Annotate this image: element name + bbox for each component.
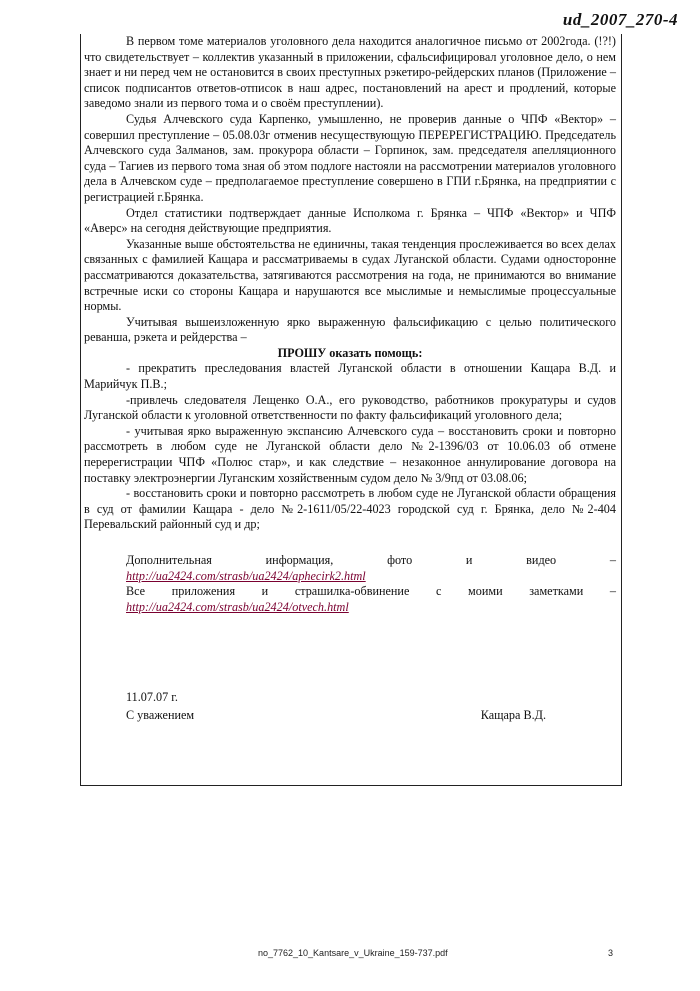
attachments-line <box>84 584 616 615</box>
request-heading: ПРОШУ оказать помощь: <box>277 345 423 360</box>
links-block <box>84 553 616 615</box>
signatory-name: Кащара В.Д. <box>480 708 546 722</box>
request-item: -привлечь следователя Лещенко О.А., его руководство, работников прокуратуры и судов Луганской области к уголовной ответственности по факту фальсификаций уголовного дела; <box>84 392 616 423</box>
request-item: - восстановить сроки и повторно рассмотреть в любом суде не Луганской области обращения в суд от фамилии Кащара - дело №2-1611/05/22-4023 городской суд г. Брянка, дело №2-404 Перевальский районный суд и др; <box>84 486 616 532</box>
extra-info-line <box>84 553 616 584</box>
signature-block <box>126 688 546 724</box>
signature-row <box>126 706 546 724</box>
letter-body <box>84 34 616 615</box>
page-number: 3 <box>608 948 614 958</box>
paragraph-3: Отдел статистики подтверждает данные Исполкома г. Брянка – ЧПФ «Вектор» и ЧПФ «Аверс» на сегодня действующие предприятия. <box>84 205 616 236</box>
request-item: - прекратить преследования властей Луганской области в отношении Кащара В.Д. и Марийчук П.В.; <box>84 361 616 392</box>
footer-filename: no_7762_10_Kantsare_v_Ukraine_159-737.pdf <box>258 948 448 958</box>
paragraph-1: В первом томе материалов уголовного дела находится аналогичное письмо от 2002года. (!?!) что свидетельствует – коллектив указанный в приложении, сфальсифицировал уголовное дело, о нем знает и ни перед чем не остановится в своих преступных рэкетиро-рейдерских планов (Приложение – список подписантов ответов-отписок в наш адрес, постановлений на арест и продлений, которые заведомо знали из первого тома и о своём преступлении). <box>84 34 616 111</box>
attachments-link[interactable]: http://ua2424.com/strasb/ua2424/otvech.html <box>126 599 349 614</box>
extra-info-link[interactable]: http://ua2424.com/strasb/ua2424/aphecirk2.html <box>126 568 366 583</box>
letter-date: 11.07.07 г. <box>126 690 178 704</box>
request-item: - учитывая ярко выраженную экспансию Алчевского суда – восстановить сроки и повторно рассмотреть в любом суде не Луганской области дело №2-1396/03 от 10.06.03 об отмене перерегистрации ЧПФ «Полюс стар», и как следствие – незаконное аннулирование договора на поставку электроэнергии Луганским хозяйственным судом дело № 3/9пд от 03.08.06; <box>84 423 616 485</box>
paragraph-2: Судья Алчевского суда Карпенко, умышленно, не проверив данные о ЧПФ «Вектор» – совершил преступление – 05.08.03г отменив несуществующую ПЕРЕРЕГИСТРАЦИЮ. Председатель Алчевского суда Залманов, зам. прокурора области – Горпинок, зам. председателя апелляционного суда – Тагиев из первого тома зная об этом подлоге настояли на рассмотрении материалов уголовного дела в Алчевском суде – предполагаемое преступление совершено в ГПИ г.Брянка, на предприятии с регистрацией г.Брянка. <box>84 111 616 204</box>
paragraph-5: Учитывая вышеизложенную ярко выраженную фальсификацию с целью политического реванша, рэкета и рейдерства – <box>84 314 616 345</box>
extra-info-label: Дополнительная информация, фото и видео – <box>126 553 616 567</box>
paragraph-4: Указанные выше обстоятельства не единичны, такая тенденция прослеживается во всех делах связанных с фамилией Кащара и рассматриваемы в судах Луганской области. Судами односторонне рассматриваются доказательства, затягиваются рассмотрения на года, не принимаются во внимание встречные иски со стороны Кащара и нарушаются все мыслимые и немыслимые процессуальные нормы. <box>84 236 616 314</box>
document-id: ud_2007_270-4 <box>562 10 678 29</box>
closing-phrase: С уважением <box>126 708 195 722</box>
attachments-label: Все приложения и страшилка-обвинение с моими заметками – <box>126 584 616 599</box>
